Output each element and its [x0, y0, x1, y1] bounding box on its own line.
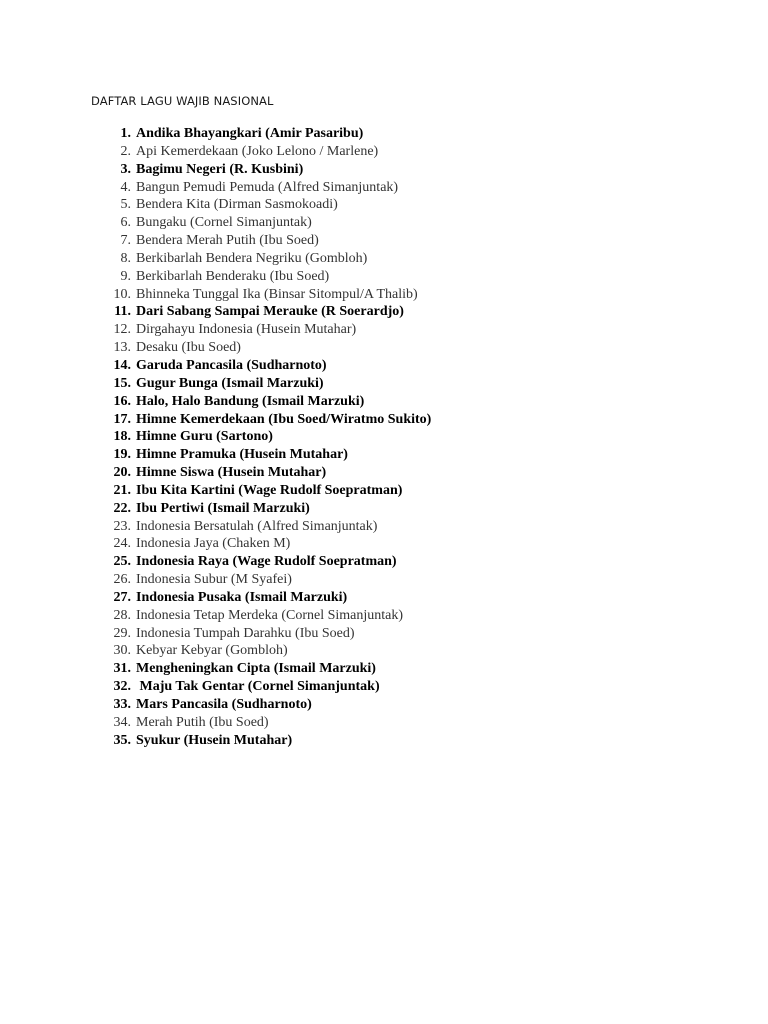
list-item — [0, 232, 768, 250]
list-item-text: Mars Pancasila (Sudharnoto) — [136, 697, 312, 712]
list-item-number: 3. — [120, 161, 131, 177]
list-item-number: 8. — [120, 250, 131, 266]
list-item — [0, 268, 768, 286]
list-item-number: 30. — [113, 643, 131, 659]
list-item — [0, 214, 768, 232]
list-item — [0, 393, 768, 411]
list-item-number: 27. — [113, 589, 131, 605]
list-item-text: Dirgahayu Indonesia (Husein Mutahar) — [136, 322, 357, 338]
list-item-number: 2. — [120, 143, 131, 159]
list-item-text: Indonesia Tumpah Darahku (Ibu Soed) — [136, 625, 355, 641]
list-item-text: Gugur Bunga (Ismail Marzuki) — [136, 375, 324, 391]
list-item — [0, 714, 768, 732]
list-item-number: 33. — [113, 697, 131, 712]
list-item-number: 4. — [120, 179, 131, 195]
list-item-number: 7. — [120, 233, 131, 249]
list-item-number: 15. — [113, 375, 131, 391]
list-item-text: Garuda Pancasila (Sudharnoto) — [136, 357, 327, 373]
list-item-number: 13. — [113, 340, 131, 356]
list-item-text: Indonesia Tetap Merdeka (Cornel Simanjuntak) — [136, 607, 404, 623]
list-item-number: 26. — [113, 572, 131, 588]
list-item — [0, 553, 768, 571]
list-item-number: 19. — [113, 447, 131, 463]
list-item-text: Bungaku (Cornel Simanjuntak) — [136, 215, 312, 231]
list-item-number: 12. — [113, 322, 131, 338]
list-item-text: Kebyar Kebyar (Gombloh) — [136, 643, 288, 659]
list-item-text: Himne Pramuka (Husein Mutahar) — [136, 447, 348, 463]
list-item-text: Indonesia Jaya (Chaken M) — [136, 536, 291, 552]
list-item-number: 23. — [113, 518, 131, 534]
list-item — [0, 303, 768, 321]
list-item-text: Berkibarlah Benderaku (Ibu Soed) — [136, 268, 330, 284]
list-item — [0, 678, 768, 696]
list-item — [0, 660, 768, 678]
list-item-number: 34. — [113, 714, 131, 730]
list-item — [0, 321, 768, 339]
list-item — [0, 375, 768, 393]
list-item-number: 9. — [120, 268, 131, 284]
list-item — [0, 411, 768, 429]
list-item-number: 24. — [113, 536, 131, 552]
list-item-number: 17. — [113, 411, 131, 427]
list-item-text: Berkibarlah Bendera Negriku (Gombloh) — [136, 250, 368, 266]
list-item — [0, 482, 768, 500]
list-item — [0, 625, 768, 643]
list-item-text: Mengheningkan Cipta (Ismail Marzuki) — [136, 661, 376, 677]
list-item — [0, 196, 768, 214]
list-item — [0, 535, 768, 553]
list-item-text: Halo, Halo Bandung (Ismail Marzuki) — [136, 393, 365, 409]
list-item — [0, 143, 768, 161]
list-item — [0, 696, 768, 714]
list-item — [0, 500, 768, 518]
list-item-number: 20. — [113, 465, 131, 481]
list-item — [0, 357, 768, 375]
list-item-text: Indonesia Bersatulah (Alfred Simanjuntak) — [136, 518, 378, 534]
list-item — [0, 732, 768, 750]
list-item-number: 21. — [113, 482, 131, 498]
list-item-number: 16. — [113, 393, 131, 409]
song-list — [0, 125, 768, 750]
list-item — [0, 642, 768, 660]
list-item-number: 11. — [114, 304, 131, 320]
list-item-number: 1. — [120, 126, 131, 141]
list-item-number: 14. — [113, 357, 131, 373]
list-item-text: Maju Tak Gentar (Cornel Simanjuntak) — [136, 679, 380, 695]
list-item-number: 25. — [113, 554, 131, 570]
list-item-number: 32. — [113, 679, 131, 695]
list-item-number: 22. — [113, 500, 131, 516]
list-item-text: Bhinneka Tunggal Ika (Binsar Sitompul/A Thalib) — [136, 286, 418, 302]
list-item — [0, 179, 768, 197]
list-item-number: 31. — [113, 661, 131, 677]
list-item-number: 18. — [113, 429, 131, 445]
list-item-number: 6. — [120, 215, 131, 231]
list-item-text: Bendera Kita (Dirman Sasmokoadi) — [136, 197, 338, 213]
list-item-text: Himne Siswa (Husein Mutahar) — [136, 465, 327, 481]
list-item — [0, 607, 768, 625]
list-item-text: Bagimu Negeri (R. Kusbini) — [136, 161, 304, 177]
list-item — [0, 250, 768, 268]
list-item-text: Ibu Pertiwi (Ismail Marzuki) — [136, 500, 310, 516]
list-item-text: Bangun Pemudi Pemuda (Alfred Simanjuntak) — [136, 179, 399, 195]
list-item — [0, 339, 768, 357]
list-item-text: Ibu Kita Kartini (Wage Rudolf Soepratman) — [136, 482, 403, 498]
list-item-number: 28. — [113, 607, 131, 623]
list-item-text: Api Kemerdekaan (Joko Lelono / Marlene) — [136, 143, 379, 159]
list-item-text: Himne Guru (Sartono) — [136, 429, 273, 445]
list-item — [0, 589, 768, 607]
list-item — [0, 125, 768, 143]
list-item — [0, 446, 768, 464]
list-item-text: Desaku (Ibu Soed) — [136, 340, 241, 356]
list-item-text: Merah Putih (Ibu Soed) — [136, 714, 269, 730]
list-item — [0, 428, 768, 446]
document-title: DAFTAR LAGU WAJIB NASIONAL — [91, 94, 274, 108]
list-item-text: Dari Sabang Sampai Merauke (R Soerardjo) — [136, 304, 404, 320]
list-item-number: 10. — [113, 286, 131, 302]
list-item-text: Himne Kemerdekaan (Ibu Soed/Wiratmo Sukito) — [136, 411, 432, 427]
list-item-number: 29. — [113, 625, 131, 641]
list-item-text: Andika Bhayangkari (Amir Pasaribu) — [136, 126, 364, 141]
list-item — [0, 464, 768, 482]
list-item-text: Indonesia Subur (M Syafei) — [136, 572, 292, 588]
list-item — [0, 286, 768, 304]
list-item — [0, 571, 768, 589]
list-item-text: Bendera Merah Putih (Ibu Soed) — [136, 233, 319, 249]
list-item-text: Syukur (Husein Mutahar) — [136, 732, 293, 748]
list-item — [0, 518, 768, 536]
list-item-text: Indonesia Raya (Wage Rudolf Soepratman) — [136, 554, 397, 570]
list-item-text: Indonesia Pusaka (Ismail Marzuki) — [136, 589, 348, 605]
list-item — [0, 161, 768, 179]
list-item-number: 5. — [120, 197, 131, 213]
list-item-number: 35. — [113, 732, 131, 748]
